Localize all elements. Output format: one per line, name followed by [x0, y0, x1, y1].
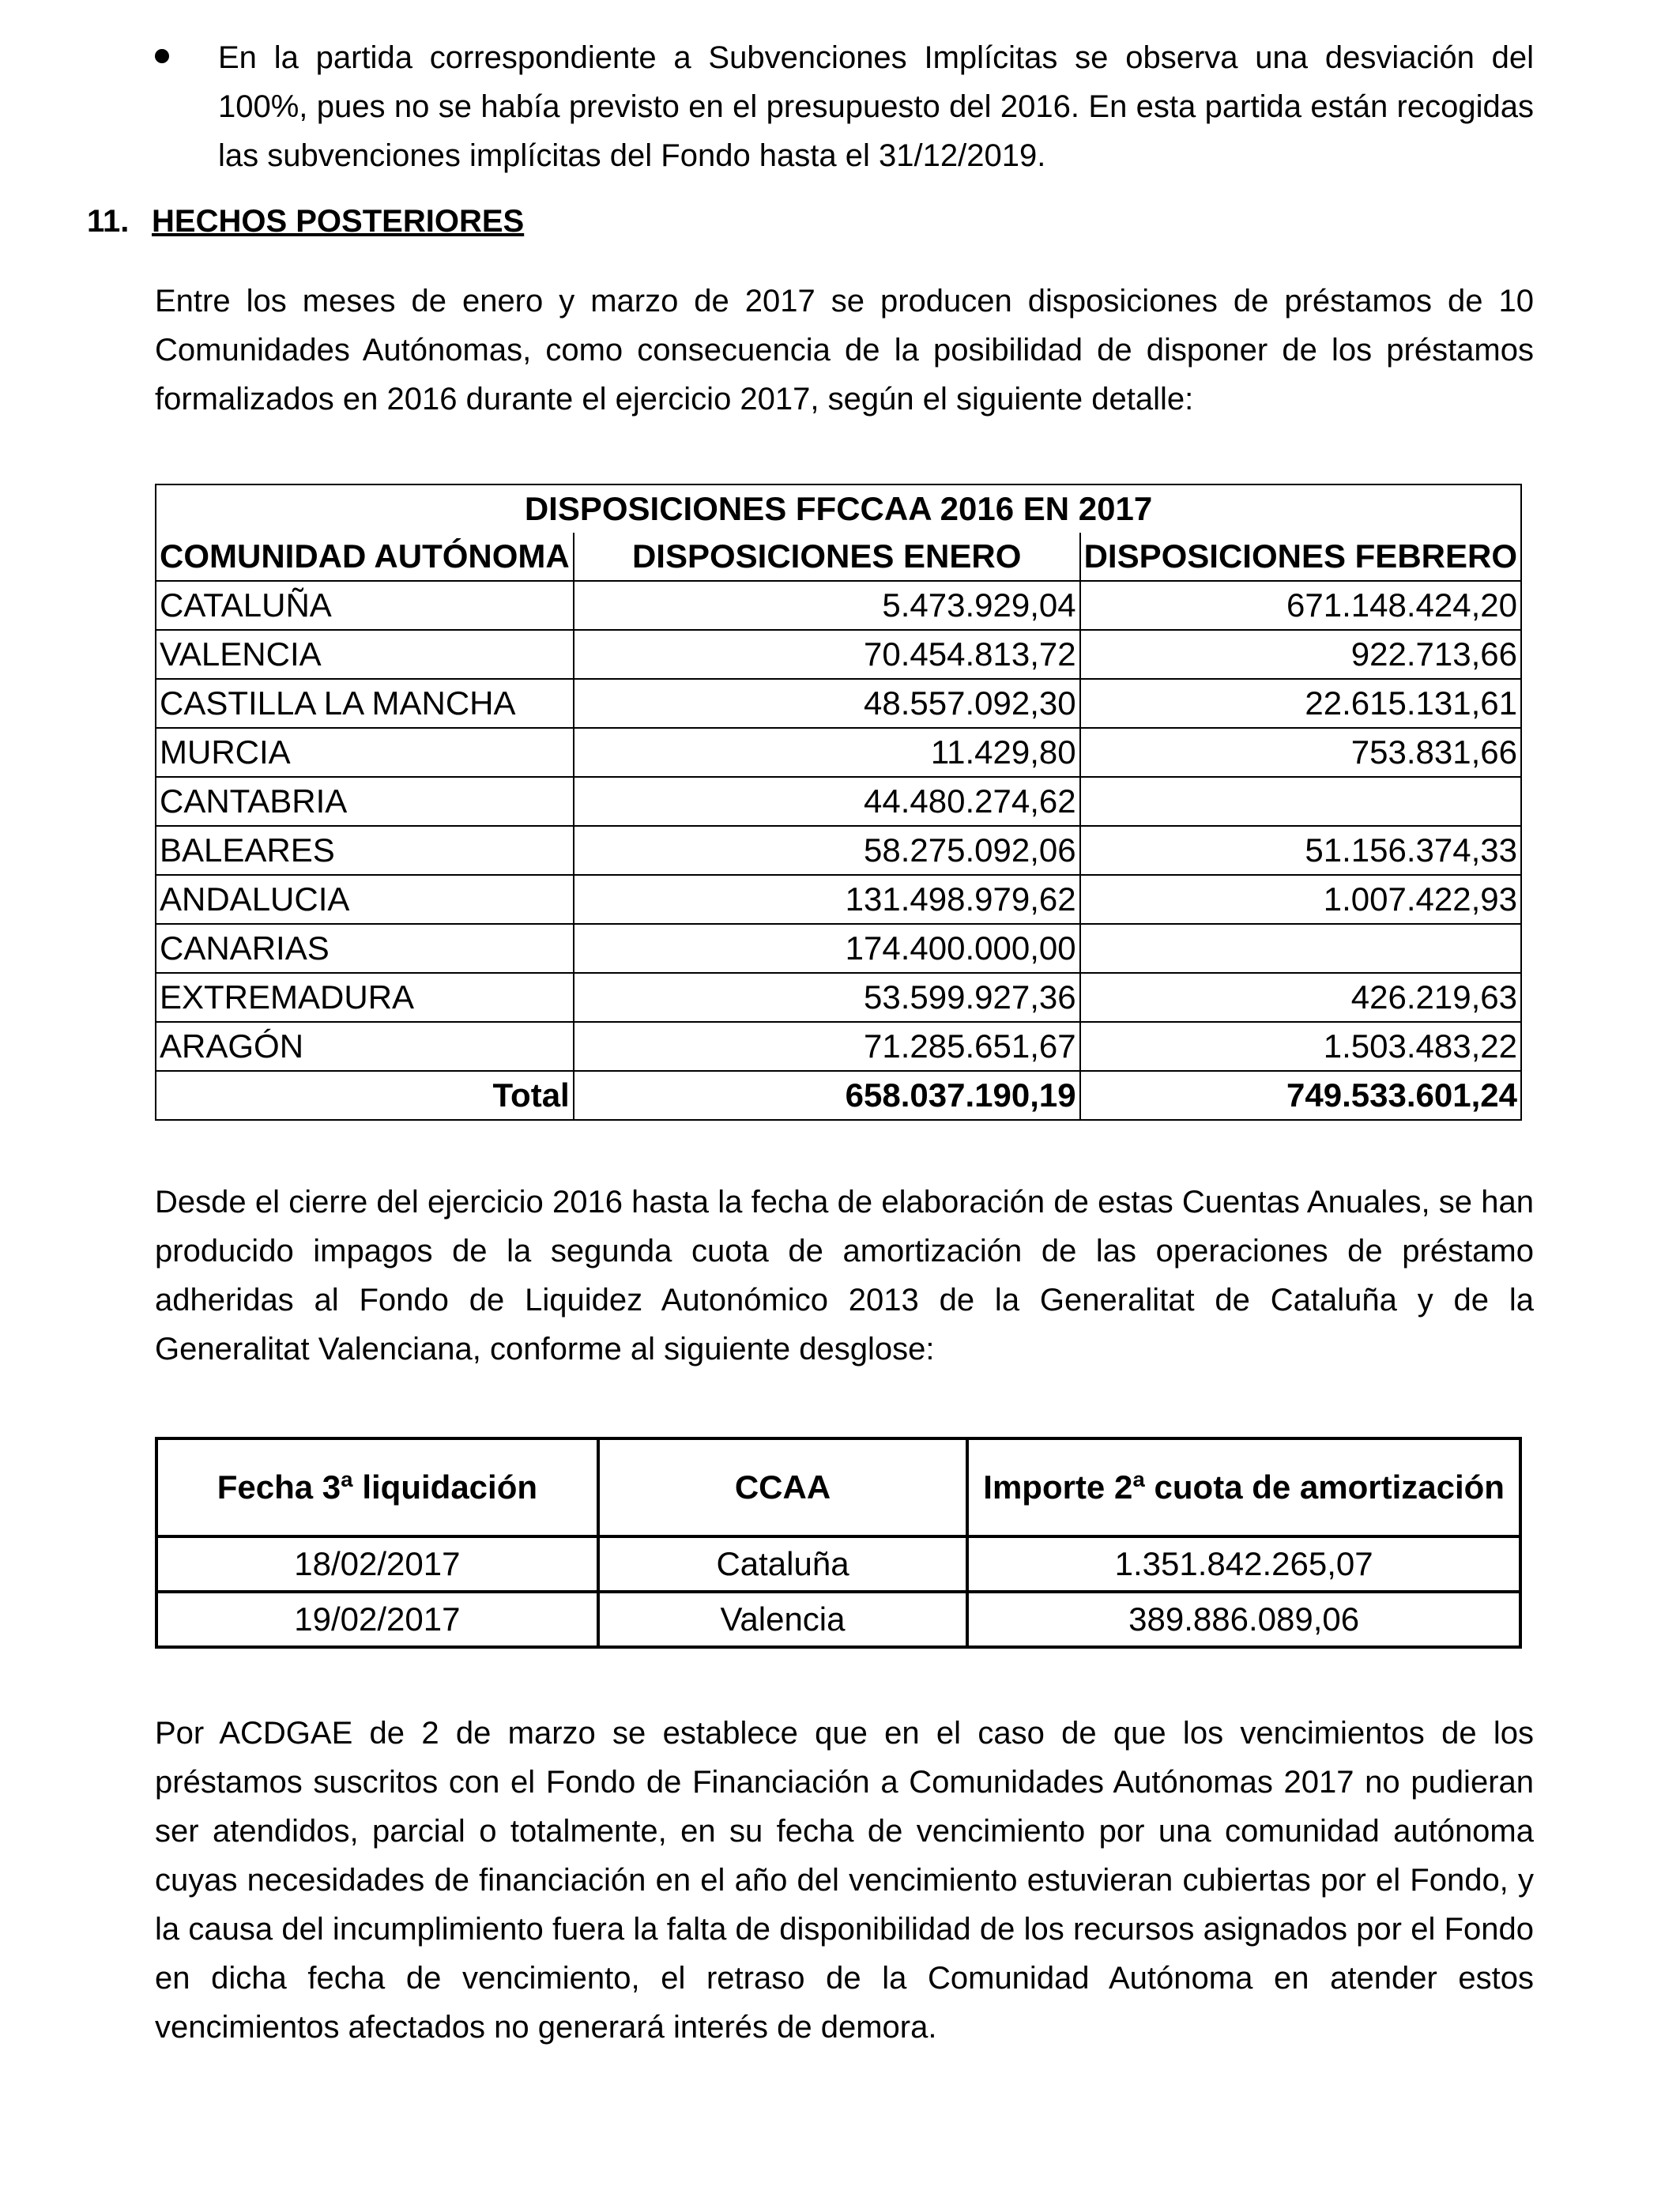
- table-cell: 1.007.422,93: [1080, 875, 1521, 924]
- total-febrero: 749.533.601,24: [1080, 1071, 1521, 1120]
- table-header-row: [156, 1438, 1520, 1536]
- section-heading: [87, 199, 524, 243]
- column-header: DISPOSICIONES FEBRERO: [1080, 533, 1521, 581]
- table-row: [156, 1592, 1520, 1647]
- table-cell: 71.285.651,67: [574, 1022, 1080, 1071]
- table-cell: 11.429,80: [574, 728, 1080, 777]
- section-title: HECHOS POSTERIORES: [152, 204, 525, 239]
- table-cell: ANDALUCIA: [156, 875, 574, 924]
- table-cell: [1080, 777, 1521, 826]
- table-cell: Valencia: [598, 1592, 968, 1647]
- acdgae-paragraph: Por ACDGAE de 2 de marzo se establece que en el caso de que los vencimientos de los préstamos suscritos con el Fondo de Financiación a Comunidades Autónomas 2017 no pudieran ser atendidos, parcial o totalmente, en su fecha de vencimiento por una comunidad autónoma cuyas necesidades de financiación en el año del vencimiento estuvieran cubiertas por el Fondo, y la causa del incumplimiento fuera la falta de disponibilidad de los recursos asignados por el Fondo en dicha fecha de vencimiento, el retraso de la Comunidad Autónoma en atender estos vencimientos afectados no generará interés de demora.: [155, 1716, 1534, 2045]
- table-cell: BALEARES: [156, 826, 574, 875]
- table-cell: 174.400.000,00: [574, 924, 1080, 973]
- table-cell: 48.557.092,30: [574, 679, 1080, 728]
- table-title-row: [156, 484, 1521, 533]
- bullet-icon: [155, 49, 169, 63]
- intro-paragraph: Entre los meses de enero y marzo de 2017 se producen disposiciones de préstamos de 10 Comunidades Autónomas, como consecuencia de la posibilidad de disponer de los préstamos formalizados en 2016 durante el ejercicio 2017, según el siguiente detalle:: [155, 284, 1534, 417]
- table-cell: 18/02/2017: [156, 1536, 598, 1592]
- table-cell: 131.498.979,62: [574, 875, 1080, 924]
- table-cell: 922.713,66: [1080, 630, 1521, 679]
- table-cell: 1.351.842.265,07: [967, 1536, 1520, 1592]
- table-cell: CANTABRIA: [156, 777, 574, 826]
- table-cell: 53.599.927,36: [574, 973, 1080, 1022]
- impagos-table: [155, 1437, 1522, 1649]
- table-cell: ARAGÓN: [156, 1022, 574, 1071]
- table-row: [156, 679, 1521, 728]
- column-header: CCAA: [598, 1438, 968, 1536]
- table-row: [156, 581, 1521, 630]
- table-cell: 58.275.092,06: [574, 826, 1080, 875]
- table-row: [156, 924, 1521, 973]
- section-number: 11.: [87, 204, 130, 239]
- table-cell: EXTREMADURA: [156, 973, 574, 1022]
- table-cell: Cataluña: [598, 1536, 968, 1592]
- column-header: Fecha 3ª liquidación: [156, 1438, 598, 1536]
- table-cell: 671.148.424,20: [1080, 581, 1521, 630]
- table-cell: 753.831,66: [1080, 728, 1521, 777]
- total-label: Total: [156, 1071, 574, 1120]
- table-cell: 5.473.929,04: [574, 581, 1080, 630]
- bullet-paragraph: En la partida correspondiente a Subvenciones Implícitas se observa una desviación del 100%, pues no se había previsto en el presupuesto del 2016. En esta partida están recogidas las subvenciones implícitas del Fondo hasta el 31/12/2019.: [218, 40, 1534, 173]
- table-cell: CASTILLA LA MANCHA: [156, 679, 574, 728]
- table-cell: 426.219,63: [1080, 973, 1521, 1022]
- table-cell: 22.615.131,61: [1080, 679, 1521, 728]
- table-cell: CANARIAS: [156, 924, 574, 973]
- table-cell: 70.454.813,72: [574, 630, 1080, 679]
- table-cell: 19/02/2017: [156, 1592, 598, 1647]
- table-cell: MURCIA: [156, 728, 574, 777]
- table-cell: CATALUÑA: [156, 581, 574, 630]
- table-row: [156, 1022, 1521, 1071]
- table-cell: 44.480.274,62: [574, 777, 1080, 826]
- table-cell: 51.156.374,33: [1080, 826, 1521, 875]
- table-cell: 389.886.089,06: [967, 1592, 1520, 1647]
- column-header: COMUNIDAD AUTÓNOMA: [156, 533, 574, 581]
- total-enero: 658.037.190,19: [574, 1071, 1080, 1120]
- table-row: [156, 826, 1521, 875]
- table-row: [156, 973, 1521, 1022]
- disposiciones-table: [155, 484, 1522, 1121]
- table-row: [156, 1536, 1520, 1592]
- table-row: [156, 630, 1521, 679]
- table-title: DISPOSICIONES FFCCAA 2016 EN 2017: [156, 484, 1521, 533]
- table-cell: 1.503.483,22: [1080, 1022, 1521, 1071]
- table-row: [156, 728, 1521, 777]
- impagos-paragraph: Desde el cierre del ejercicio 2016 hasta la fecha de elaboración de estas Cuentas Anuales, se han producido impagos de la segunda cuota de amortización de las operaciones de préstamo adheridas al Fondo de Liquidez Autonómico 2013 de la Generalitat de Cataluña y de la Generalitat Valenciana, conforme al siguiente desglose:: [155, 1185, 1534, 1367]
- table-cell: VALENCIA: [156, 630, 574, 679]
- column-header: Importe 2ª cuota de amortización: [967, 1438, 1520, 1536]
- table-row: [156, 777, 1521, 826]
- table-row: [156, 875, 1521, 924]
- table-cell: [1080, 924, 1521, 973]
- column-header: DISPOSICIONES ENERO: [574, 533, 1080, 581]
- table-header-row: [156, 533, 1521, 581]
- table-total-row: [156, 1071, 1521, 1120]
